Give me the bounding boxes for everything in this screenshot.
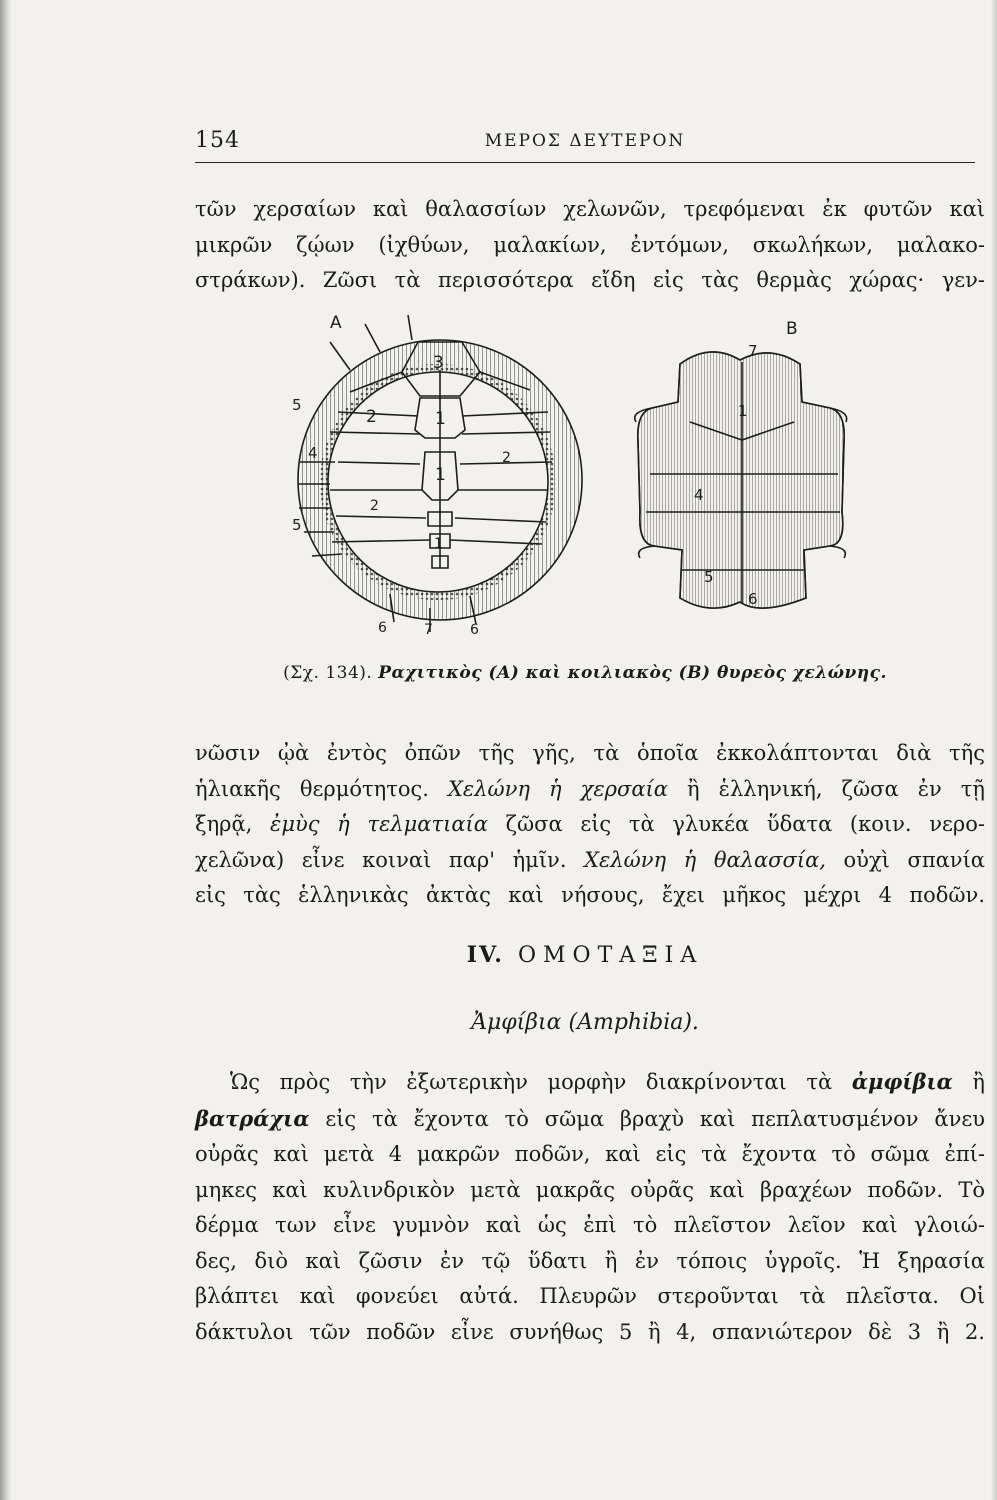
plate-label: 5 bbox=[292, 396, 302, 414]
text-run: χελῶνα) εἶνε κοιναὶ παρ' ἡμῖν. bbox=[195, 847, 585, 872]
caption-prefix: (Σχ. 134). bbox=[283, 663, 373, 683]
text-line: εἰς τὰς ἑλληνικὰς ἀκτὰς καὶ νήσους, ἔχει μῆκος μέχρι 4 ποδῶν. bbox=[195, 883, 985, 907]
section-heading bbox=[195, 942, 975, 968]
section-title: ΟΜΟΤΑΞΙΑ bbox=[517, 943, 704, 968]
text-run: ξηρᾷ, bbox=[195, 812, 271, 836]
species-name: ἐμὺς ἡ τελματιαία bbox=[270, 812, 488, 836]
plastron-drawing bbox=[635, 352, 847, 608]
text-line: δέρμα των εἶνε γυμνὸν καὶ ὡς ἐπὶ τὸ πλεῖστον λεῖον καὶ γλοιώ- bbox=[195, 1213, 985, 1237]
text-run: ἢ bbox=[952, 1070, 985, 1094]
plate-label: 7 bbox=[424, 622, 433, 638]
caption-title: Ραχιτικὸς (Α) καὶ κοιλιακὸς (Β) θυρεὸς χελώνης. bbox=[378, 663, 887, 683]
text-line bbox=[195, 1101, 985, 1138]
text-line: δάκτυλοι τῶν ποδῶν εἶνε συνήθως 5 ἢ 4, σπανιώτερον δὲ 3 ἢ 2. bbox=[195, 1319, 985, 1344]
page-edge-right bbox=[991, 0, 997, 1500]
plate-label: 4 bbox=[308, 444, 318, 462]
figure-caption bbox=[195, 663, 975, 683]
text-run: ἡλιακῆς θερμότητος. bbox=[195, 776, 448, 801]
header-rule bbox=[195, 162, 975, 163]
text-line: νῶσιν ᾠὰ ἐντὸς ὀπῶν τῆς γῆς, τὰ ὁποῖα ἐκκολάπτονται διὰ τῆς bbox=[195, 741, 985, 765]
label-b: B bbox=[786, 319, 798, 339]
paragraph-amphibia bbox=[195, 1064, 985, 1350]
plate-label: 1 bbox=[434, 536, 443, 552]
plate-label: 2 bbox=[370, 498, 379, 514]
plate-label: 2 bbox=[502, 450, 511, 466]
running-head: ΜΕΡΟΣ ΔΕΥΤΕΡΟΝ bbox=[484, 131, 686, 151]
plate-label: 7 bbox=[748, 342, 758, 360]
text-line: στράκων). Ζῶσι τὰ περισσότερα εἴδη εἰς τὰς θερμὰς χώρας· γεν- bbox=[195, 268, 985, 292]
species-name: Χελώνη ἡ θαλασσία, bbox=[584, 847, 826, 872]
page-number: 154 bbox=[195, 128, 240, 153]
plate-label: 4 bbox=[694, 486, 704, 504]
text-run: ζῶσα εἰς τὰ γλυκέα ὕδατα (κοιν. νερο- bbox=[487, 812, 985, 836]
turtle-shell-illustration bbox=[290, 312, 870, 642]
plate-label: 3 bbox=[433, 353, 444, 373]
section-numeral: IV. bbox=[466, 942, 504, 968]
text-line: μηκες καὶ κυλινδρικὸν μετὰ μακρᾶς οὐρᾶς καὶ βραχέων ποδῶν. Τὸ bbox=[195, 1177, 985, 1202]
section-subtitle: Ἀμφίβια (Amphibia). bbox=[471, 1010, 699, 1035]
text-line: βλάπτει καὶ φονεύει αὐτά. Πλευρῶν στεροῦνται τὰ πλεῖστα. Οἱ bbox=[195, 1284, 985, 1308]
text-line bbox=[195, 807, 985, 843]
text-line bbox=[195, 1064, 985, 1101]
paragraph-turtles bbox=[195, 736, 985, 914]
plate-label: 5 bbox=[704, 568, 714, 586]
text-run: Ὡς πρὸς τὴν ἐξωτερικὴν μορφὴν διακρίνονται τὰ bbox=[230, 1070, 852, 1094]
text-line: μικρῶν ζῴων (ἰχθύων, μαλακίων, ἐντόμων, σκωλήκων, μαλακο- bbox=[195, 232, 985, 257]
species-name: Χελώνη ἡ χερσαία bbox=[447, 776, 668, 801]
plate-label: 5 bbox=[292, 516, 302, 534]
paragraph-continuation bbox=[195, 192, 985, 299]
plate-label: 1 bbox=[435, 465, 446, 485]
turtle-shell-figure bbox=[290, 312, 870, 642]
text-line bbox=[195, 772, 985, 808]
term: ἀμφίβια bbox=[851, 1069, 953, 1094]
plate-label: 6 bbox=[470, 622, 479, 638]
plate-label: 1 bbox=[435, 409, 446, 429]
page-edge-shadow bbox=[0, 0, 12, 1500]
plate-label: 6 bbox=[378, 620, 387, 636]
text-run: ἢ ἑλληνική, ζῶσα ἐν τῇ bbox=[667, 776, 985, 801]
label-a: A bbox=[330, 313, 342, 333]
term: βατράχια bbox=[195, 1105, 310, 1131]
plate-label: 6 bbox=[748, 590, 758, 608]
text-run: οὐχὶ σπανία bbox=[825, 847, 985, 872]
plate-label: 1 bbox=[738, 402, 748, 420]
text-run: εἰς τὰ ἔχοντα τὸ σῶμα βραχὺ καὶ πεπλατυσμένον ἄνευ bbox=[309, 1106, 985, 1131]
text-line: τῶν χερσαίων καὶ θαλασσίων χελωνῶν, τρεφόμεναι ἐκ φυτῶν καὶ bbox=[195, 197, 985, 221]
text-line: δες, διὸ καὶ ζῶσιν ἐν τῷ ὕδατι ἢ ἐν τόποις ὑγροῖς. Ἡ ξηρασία bbox=[195, 1248, 985, 1273]
plate-label: 2 bbox=[366, 407, 377, 427]
text-line bbox=[195, 843, 985, 879]
page-header bbox=[195, 128, 975, 162]
text-line: οὐρᾶς καὶ μετὰ 4 μακρῶν ποδῶν, καὶ εἰς τὰ ἔχοντα τὸ σῶμα ἐπί- bbox=[195, 1142, 985, 1166]
